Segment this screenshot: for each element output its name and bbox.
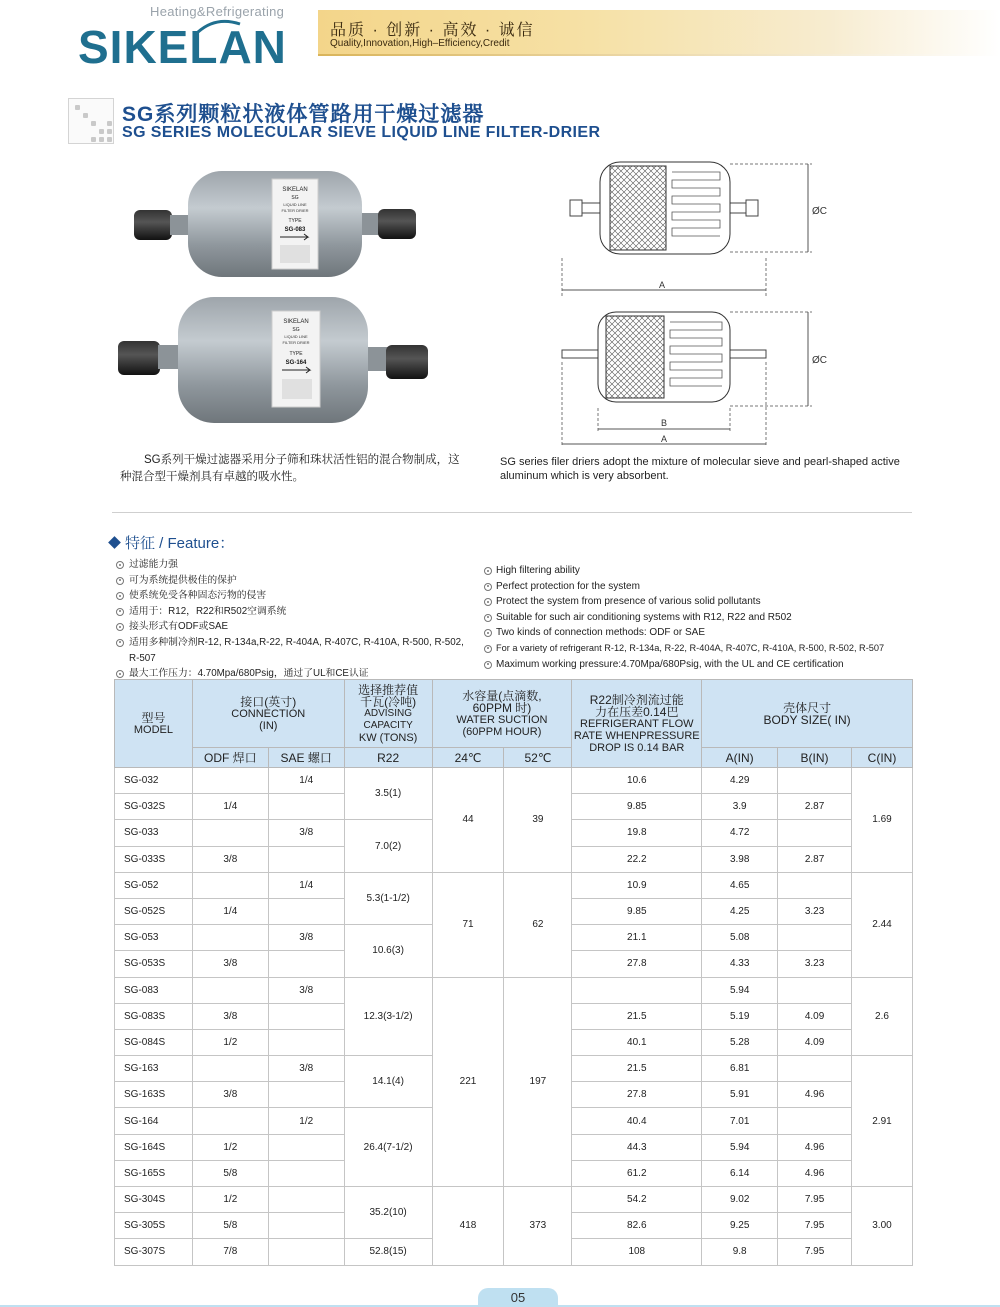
dim-a-bottom: A (660, 434, 668, 444)
table-subheader-row (115, 748, 913, 768)
feature-item-cn: 可为系统提供极佳的保护 (116, 573, 476, 589)
header-sae: SAE 螺口 (268, 748, 344, 768)
title-dots-icon (68, 98, 114, 144)
label-brand-top: SIKELAN (282, 187, 308, 193)
header-r22: R22 (344, 748, 432, 768)
table-row: SG-305S 5/8 82.6 9.25 7.95 (115, 1213, 913, 1239)
drawing-flare-type (562, 162, 827, 296)
bullet-icon (116, 639, 124, 647)
bullet-icon (116, 608, 124, 616)
table-row: SG-165S 5/8 61.2 6.14 4.96 (115, 1160, 913, 1186)
header-banner-edge (318, 54, 1000, 56)
table-row: SG-053S 3/8 27.8 4.33 3.23 (115, 951, 913, 977)
drier-bottom (118, 297, 428, 423)
dim-c-top: ØC (812, 206, 827, 217)
drier-top (134, 171, 416, 277)
label-line1-top: LIQUID LINE (283, 202, 307, 207)
diamond-icon (108, 536, 121, 549)
table-row: SG-033S 3/8 22.2 3.98 2.87 (115, 846, 913, 872)
label-series-bottom: SG (292, 327, 300, 333)
label-brand-bottom: SIKELAN (283, 319, 309, 325)
feature-item-cn: 过滤能力强 (116, 557, 476, 573)
table-row: SG-084S 1/2 40.1 5.28 4.09 (115, 1029, 913, 1055)
bullet-icon (484, 567, 492, 575)
feature-item-cn: 适用于：R12，R22和R502空调系统 (116, 604, 476, 620)
table-row: SG-164S 1/2 44.3 5.94 4.96 (115, 1134, 913, 1160)
feature-item-cn: 接头形式有ODF或SAE (116, 619, 476, 635)
logo-swoosh-icon (196, 18, 242, 34)
table-row: SG-163S 3/8 27.8 5.91 4.96 (115, 1082, 913, 1108)
table-row: SG-032S 1/4 9.85 3.9 2.87 (115, 794, 913, 820)
feature-item-en: For a variety of refrigerant R-12, R-134a, R-22, R-404A, R-407C, R-410A, R-500, R-502, R-507 (484, 641, 924, 657)
header-a: A(IN) (702, 748, 778, 768)
table-row: SG-033 3/8 7.0(2) 19.8 4.72 (115, 820, 913, 846)
feature-item-en: High filtering ability (484, 563, 924, 579)
bullet-icon (116, 577, 124, 585)
bullet-icon (484, 629, 492, 637)
header-24c: 24℃ (432, 748, 504, 768)
feature-item-en: Protect the system from presence of various solid pollutants (484, 594, 924, 610)
banner-slogan-en: Quality,Innovation,High–Efficiency,Credit (330, 38, 510, 49)
table-row: SG-083S 3/8 21.5 5.19 4.09 (115, 1003, 913, 1029)
feature-item-cn: 使系统免受各种固态污物的侵害 (116, 588, 476, 604)
bullet-icon (484, 661, 492, 669)
bullet-icon (484, 645, 492, 653)
bullet-icon (116, 623, 124, 631)
brand-tagline: Heating&Refrigerating (150, 4, 285, 19)
header-b: B(IN) (778, 748, 852, 768)
page-title-cn: SG系列颗粒状液体管路用干燥过滤器 (122, 103, 485, 126)
label-model-bottom: SG-164 (285, 360, 307, 366)
feature-item-en: Suitable for such air conditioning systems with R12, R22 and R502 (484, 610, 924, 626)
drawing-solder-type (562, 312, 827, 446)
table-row: SG-163 3/8 14.1(4) 21.5 6.81 2.91 (115, 1056, 913, 1082)
label-line2-bottom: FILTER DRIER (282, 340, 310, 345)
label-type-top: TYPE (288, 218, 302, 224)
brand-name: SIKELAN (78, 21, 287, 73)
header-connection: 接口(英寸) CONNECTION (IN) (192, 680, 344, 748)
banner-slogan-cn: 品质 · 创新 · 高效 · 诚信 (330, 22, 535, 39)
header-capacity: 选择推荐值 千瓦(冷吨) ADVISING CAPACITY KW (TONS) (344, 680, 432, 748)
dim-b-bottom: B (660, 418, 668, 428)
description-cn: SG系列干燥过滤器采用分子筛和珠状活性铝的混合物制成，这种混合型干燥剂具有卓越的吸水性。 (120, 454, 460, 483)
table-row: SG-052 1/4 5.3(1-1/2) 71 62 10.9 4.65 2.44 (115, 872, 913, 898)
header-body-size: 壳体尺寸 BODY SIZE( IN) (702, 680, 913, 748)
dim-c-bottom: ØC (812, 355, 827, 366)
features-list-en (484, 563, 924, 672)
header-water-suction: 水容量(点滴数, 60PPM 时) WATER SUCTION (60PPM HOUR) (432, 680, 572, 748)
table-row: SG-032 1/4 3.5(1) 44 39 10.6 4.29 1.69 (115, 768, 913, 794)
product-photo (100, 165, 440, 435)
bullet-icon (484, 583, 492, 591)
label-type-bottom: TYPE (289, 351, 303, 357)
spec-table (114, 679, 913, 1266)
table-row: SG-307S 7/8 52.8(15) 108 9.8 7.95 (115, 1239, 913, 1265)
header-model: 型号 MODEL (115, 680, 193, 768)
header-52c: 52℃ (504, 748, 572, 768)
header-c: C(IN) (851, 748, 912, 768)
header-odf: ODF 焊口 (192, 748, 268, 768)
description-en: SG series filer driers adopt the mixture of molecular sieve and pearl-shaped active aluminum which is very absorbent. (500, 456, 900, 482)
label-model-top: SG-083 (284, 227, 306, 233)
feature-item-cn: 适用多种制冷剂R-12, R-134a,R-22, R-404A, R-407C, R-410A, R-500, R-502, R-507 (116, 635, 476, 666)
page-number: 05 (478, 1288, 558, 1307)
table-row: SG-164 1/2 26.4(7-1/2) 40.4 7.01 (115, 1108, 913, 1134)
feature-item-en: Two kinds of connection methods: ODF or SAE (484, 625, 924, 641)
section-divider (112, 512, 912, 513)
features-list-cn (116, 557, 476, 682)
bullet-icon (484, 614, 492, 622)
label-line2-top: FILTER DRIER (281, 208, 309, 213)
label-series-top: SG (291, 195, 299, 201)
table-row: SG-083 3/8 12.3(3-1/2) 221 197 5.94 2.6 (115, 977, 913, 1003)
brand-logo (78, 20, 287, 74)
feature-item-cn: 最大工作压力：4.70Mpa/680Psig，通过了UL和CE认证 (116, 666, 476, 682)
bullet-icon (116, 592, 124, 600)
header-flow-rate: R22制冷剂流过能 力在压差0.14巴 REFRIGERANT FLOW RATE WHENPRESSURE DROP IS 0.14 BAR (572, 680, 702, 768)
table-header-row (115, 680, 913, 748)
features-heading-text: 特征 / Feature： (125, 535, 235, 552)
dim-a-top: A (658, 280, 666, 290)
feature-item-en: Maximum working pressure:4.70Mpa/680Psig, with the UL and CE certification (484, 657, 924, 673)
technical-drawing (540, 150, 840, 450)
page-title-en: SG SERIES MOLECULAR SIEVE LIQUID LINE FILTER-DRIER (122, 124, 601, 141)
bullet-icon (116, 561, 124, 569)
table-row: SG-304S 1/2 35.2(10) 418 373 54.2 9.02 7.95 3.00 (115, 1187, 913, 1213)
bullet-icon (116, 670, 124, 678)
table-row: SG-052S 1/4 9.85 4.25 3.23 (115, 898, 913, 924)
feature-item-en: Perfect protection for the system (484, 579, 924, 595)
features-heading (110, 532, 234, 553)
bullet-icon (484, 598, 492, 606)
label-line1-bottom: LIQUID LINE (284, 334, 308, 339)
table-row: SG-053 3/8 10.6(3) 21.1 5.08 (115, 925, 913, 951)
